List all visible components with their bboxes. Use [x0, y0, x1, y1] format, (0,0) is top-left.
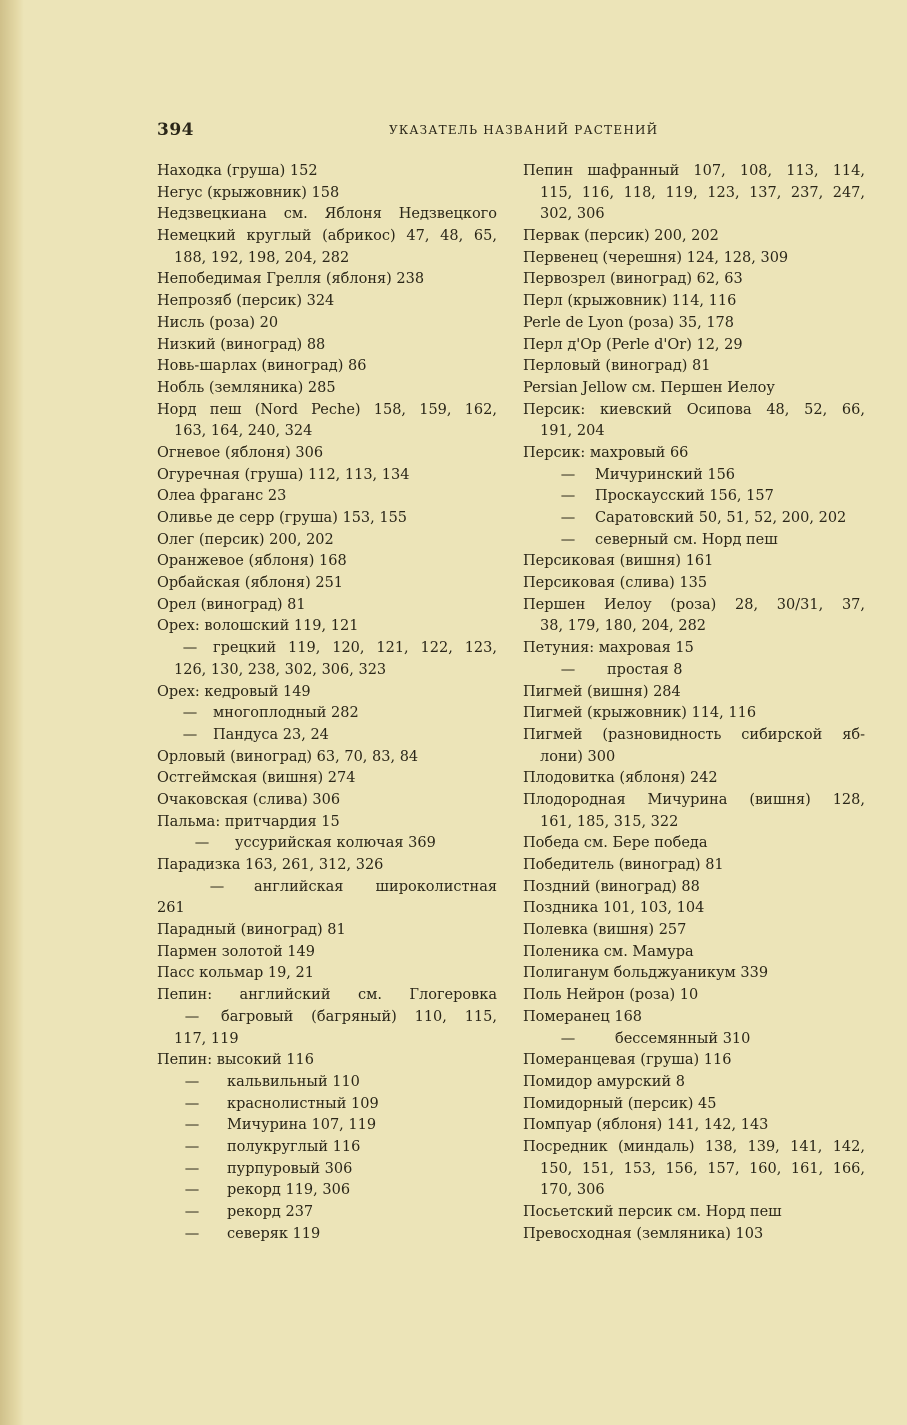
index-entry: Пасс кольмар 19, 21	[157, 965, 314, 982]
index-entry: Помидор амурский 8	[523, 1073, 685, 1090]
index-subentry	[157, 877, 497, 899]
subentry-dash: —	[184, 1204, 200, 1220]
subentry-dash: —	[560, 488, 576, 505]
subentry-text: кальвильный 110	[227, 1073, 360, 1090]
index-entry-continuation: 170, 306	[540, 1182, 605, 1199]
index-entry-continuation: 191, 204	[540, 423, 605, 440]
index-entry: Перл (крыжовник) 114, 116	[523, 293, 737, 310]
subentry-dash: —	[184, 1225, 200, 1242]
subentry-text: бессемянный 310	[615, 1030, 751, 1047]
subentry-text: Проскаусский 156, 157	[595, 488, 774, 505]
index-entry: Низкий (виноград) 88	[157, 336, 326, 353]
index-entry: Негус (крыжовник) 158	[157, 184, 340, 201]
index-subentry	[157, 1094, 497, 1116]
index-entry: Perle de Lyon (роза) 35, 178	[523, 314, 734, 331]
index-subentry	[157, 1007, 497, 1029]
subentry-dash: —	[182, 705, 198, 722]
index-entry: Пальма: притчардия 15	[157, 813, 340, 830]
index-entry: Пигмей (крыжовник) 114, 116	[523, 705, 757, 722]
index-subentry	[523, 660, 865, 682]
index-entry-continuation: лони) 300	[540, 748, 616, 765]
index-entry: Перл д'Ор (Perle d'Or) 12, 29	[523, 336, 743, 353]
index-subentry	[523, 1029, 865, 1051]
index-entry: Помпуар (яблоня) 141, 142, 143	[523, 1117, 769, 1134]
index-column-right	[523, 161, 865, 1245]
index-subentry	[523, 486, 865, 508]
index-entry: Пепин: английский см. Глогеровка	[157, 987, 497, 1004]
subentry-dash: —	[184, 1008, 200, 1025]
index-entry-continuation: 117, 119	[174, 1030, 239, 1047]
index-entry: Пигмей (разновидность сибирской яб-	[523, 726, 865, 743]
subentry-text: рекорд 119, 306	[227, 1182, 351, 1199]
index-entry: Орел (виноград) 81	[157, 596, 306, 613]
index-entry-continuation: 302, 306	[540, 206, 605, 223]
subentry-text: северный см. Норд пеш	[595, 531, 778, 548]
index-entry-continuation: 163, 164, 240, 324	[174, 423, 313, 440]
index-subentry	[523, 465, 865, 487]
index-entry: Персик: киевский Осипова 48, 52, 66,	[523, 401, 865, 418]
index-entry-continuation: 115, 116, 118, 119, 123, 137, 237, 247,	[540, 184, 865, 201]
index-entry-continuation: 126, 130, 238, 302, 306, 323	[174, 661, 387, 678]
subentry-dash: —	[560, 510, 576, 526]
index-entry: Орех: волошский 119, 121	[157, 618, 359, 635]
index-entry: Огуречная (груша) 112, 113, 134	[157, 466, 410, 483]
index-entry: Победитель (виноград) 81	[523, 857, 724, 873]
index-entry: Полевка (вишня) 257	[523, 922, 687, 939]
index-subentry	[157, 1115, 497, 1137]
subentry-dash: —	[560, 1030, 576, 1047]
index-entry: Нобль (земляника) 285	[157, 379, 336, 396]
subentry-text: полукруглый 116	[227, 1138, 361, 1155]
subentry-dash: —	[184, 1095, 200, 1112]
index-entry-continuation: 161, 185, 315, 322	[540, 813, 679, 830]
index-entry: Помидорный (персик) 45	[523, 1095, 717, 1112]
subentry-dash: —	[560, 661, 576, 678]
index-entry: Норд пеш (Nord Peche) 158, 159, 162,	[157, 401, 497, 418]
subentry-text: северяк 119	[227, 1225, 321, 1242]
subentry-text: Саратовский 50, 51, 52, 200, 202	[595, 510, 847, 526]
index-subentry	[157, 1224, 497, 1246]
subentry-dash: —	[194, 835, 210, 852]
index-entry: Полиганум больджуаникум 339	[523, 965, 769, 982]
subentry-dash: —	[560, 466, 576, 483]
index-entry: Превосходная (земляника) 103	[523, 1225, 764, 1242]
subentry-dash: —	[184, 1073, 200, 1090]
subentry-dash: —	[182, 640, 198, 657]
index-entry: Находка (груша) 152	[157, 163, 318, 179]
subentry-dash: —	[184, 1138, 200, 1155]
index-entry: Пепин: высокий 116	[157, 1052, 314, 1069]
index-entry: Персиковая (слива) 135	[523, 575, 708, 592]
subentry-text: краснолистный 109	[227, 1095, 379, 1112]
index-entry: Олеа фраганс 23	[157, 488, 287, 505]
index-entry: Пармен золотой 149	[157, 943, 315, 960]
index-entry: Оливье де серр (груша) 153, 155	[157, 510, 408, 526]
index-entry: Плодородная Мичурина (вишня) 128,	[523, 791, 865, 808]
index-entry: Поленика см. Мамура	[523, 943, 694, 960]
index-entry: Орловый (виноград) 63, 70, 83, 84	[157, 748, 419, 765]
index-entry: Победа см. Бере победа	[523, 835, 708, 852]
index-entry: Посредник (миндаль) 138, 139, 141, 142,	[523, 1138, 865, 1155]
index-entry: Персиковая (вишня) 161	[523, 553, 714, 570]
index-entry-continuation: 188, 192, 198, 204, 282	[174, 249, 350, 266]
subentry-text: багровый (багряный) 110, 115,	[221, 1008, 497, 1025]
subentry-text: Мичуринский 156	[595, 466, 736, 483]
subentry-dash: —	[560, 531, 576, 548]
index-subentry	[523, 530, 865, 552]
index-entry: Огневое (яблоня) 306	[157, 444, 324, 461]
subentry-text: рекорд 237	[227, 1204, 314, 1220]
index-entry: Поль Нейрон (роза) 10	[523, 987, 699, 1004]
index-entry: Персик: махровый 66	[523, 444, 689, 461]
index-subentry	[157, 833, 497, 855]
index-entry: Померанцевая (груша) 116	[523, 1052, 732, 1069]
index-entry: Первенец (черешня) 124, 128, 309	[523, 249, 789, 266]
subentry-text: грецкий 119, 120, 121, 122, 123,	[213, 640, 497, 657]
index-subentry	[157, 725, 497, 747]
index-entry: Немецкий круглый (абрикос) 47, 48, 65,	[157, 228, 497, 245]
subentry-text: простая 8	[607, 661, 683, 678]
index-entry: Непобедимая Грелля (яблоня) 238	[157, 271, 425, 288]
subentry-dash: —	[182, 726, 198, 743]
subentry-dash: —	[209, 878, 225, 895]
index-entry: Парадизка 163, 261, 312, 326	[157, 857, 384, 873]
subentry-dash: —	[184, 1117, 200, 1134]
index-entry: Оранжевое (яблоня) 168	[157, 553, 347, 570]
subentry-text: пурпуровый 306	[227, 1160, 353, 1177]
index-entry: Парадный (виноград) 81	[157, 922, 346, 939]
index-subentry	[523, 508, 865, 530]
page-number: 394	[157, 120, 194, 140]
index-entry: Померанец 168	[523, 1008, 643, 1025]
index-subentry	[157, 1072, 497, 1094]
index-entry: Persian Jellow см. Першен Иелоу	[523, 379, 775, 396]
subentry-text: многоплодный 282	[213, 705, 359, 722]
index-entry: Плодовитка (яблоня) 242	[523, 770, 718, 787]
index-entry: Перловый (виноград) 81	[523, 358, 711, 375]
index-entry-continuation: 38, 179, 180, 204, 282	[540, 618, 707, 635]
index-entry: Недзвецкиана см. Яблоня Недзвецкого	[157, 206, 497, 223]
index-entry-continuation: 150, 151, 153, 156, 157, 160, 161, 166,	[540, 1160, 865, 1177]
index-entry: Першен Иелоу (роза) 28, 30/31, 37,	[523, 596, 865, 613]
index-entry: Нисль (роза) 20	[157, 314, 279, 331]
subentry-text: Мичурина 107, 119	[227, 1117, 377, 1134]
index-entry: Остгеймская (вишня) 274	[157, 770, 356, 787]
subentry-text: английская широколистная	[254, 878, 497, 895]
index-entry: Новь-шарлах (виноград) 86	[157, 358, 367, 375]
index-entry: Посьетский персик см. Норд пеш	[523, 1204, 782, 1220]
page-spine-shadow	[0, 0, 24, 1425]
page-header	[157, 120, 862, 142]
index-subentry	[157, 638, 497, 660]
index-entry: Орбайская (яблоня) 251	[157, 575, 344, 592]
subentry-dash: —	[184, 1182, 200, 1199]
index-column-left	[157, 161, 497, 1245]
subentry-dash: —	[184, 1160, 200, 1177]
index-subentry	[157, 703, 497, 725]
subentry-text: Пандуса 23, 24	[213, 726, 329, 743]
index-entry: Орех: кедровый 149	[157, 683, 311, 700]
index-entry: Поздний (виноград) 88	[523, 878, 700, 895]
index-entry: Пигмей (вишня) 284	[523, 683, 681, 700]
index-subentry	[157, 1159, 497, 1181]
index-subentry	[157, 1137, 497, 1159]
index-entry: Пепин шафранный 107, 108, 113, 114,	[523, 163, 865, 179]
index-entry: Первозрел (виноград) 62, 63	[523, 271, 743, 288]
index-entry: Непрозяб (персик) 324	[157, 293, 335, 310]
index-subentry	[157, 1202, 497, 1224]
index-entry: Очаковская (слива) 306	[157, 791, 341, 808]
index-entry: Петуния: махровая 15	[523, 640, 694, 657]
index-entry: Поздника 101, 103, 104	[523, 900, 705, 917]
index-entry-continuation: 261	[157, 900, 185, 917]
running-title: УКАЗАТЕЛЬ НАЗВАНИЙ РАСТЕНИЙ	[389, 123, 659, 137]
subentry-text: уссурийская колючая 369	[235, 835, 436, 852]
index-entry: Олег (персик) 200, 202	[157, 531, 334, 548]
index-entry: Первак (персик) 200, 202	[523, 228, 719, 245]
index-subentry	[157, 1180, 497, 1202]
